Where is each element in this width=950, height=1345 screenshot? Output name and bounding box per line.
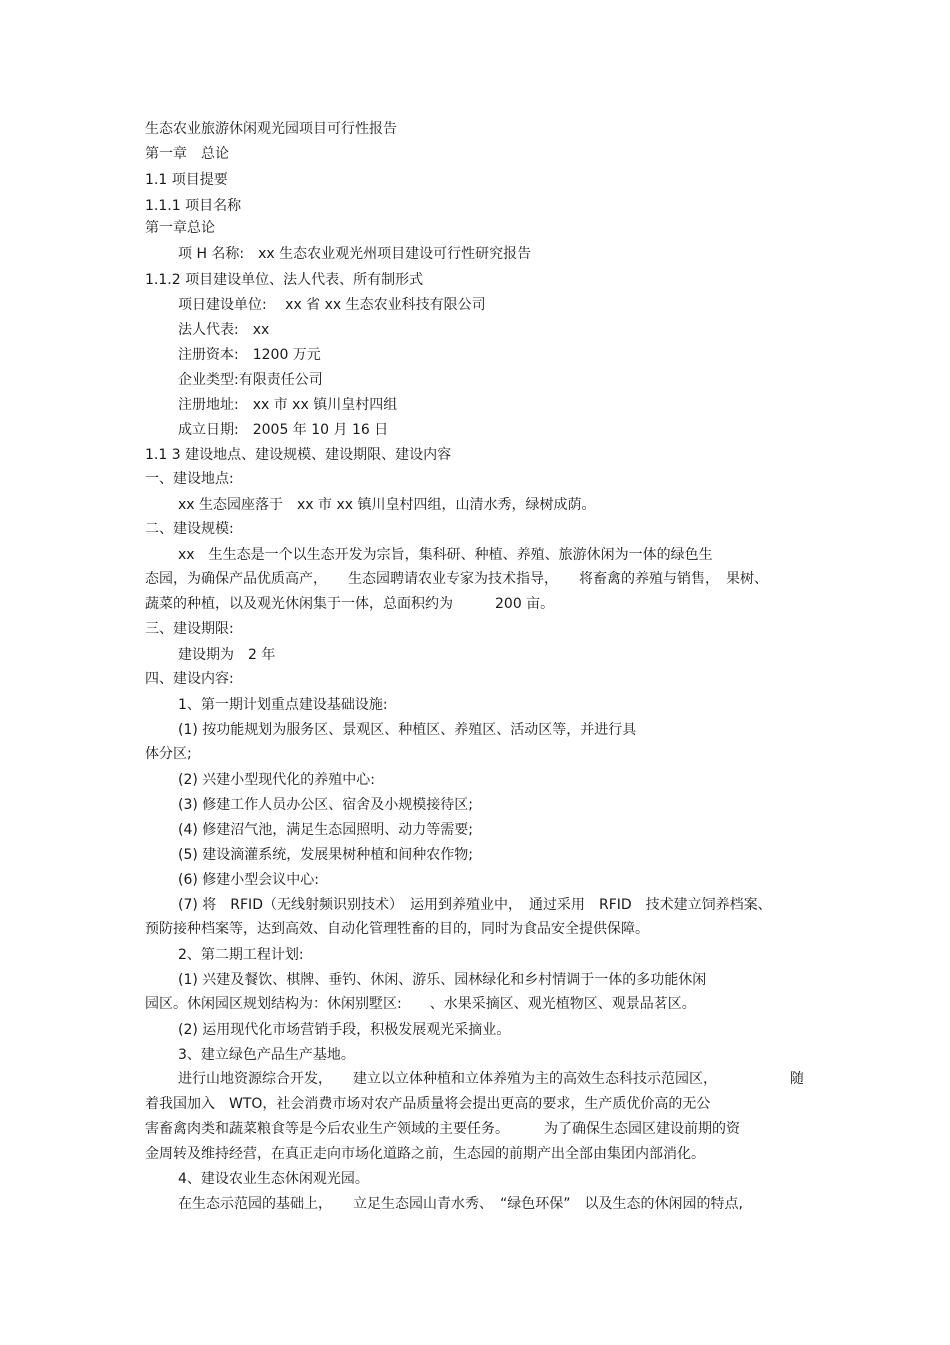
phase-2-item-1: (1) 兴建及餐饮、棋牌、垂钓、休闲、游乐、园林绿化和乡村情调于一体的多功能休闲 <box>178 972 707 988</box>
chapter-heading-repeat: 第一章总论 <box>145 220 215 236</box>
period-text: 建设期为 2 年 <box>178 647 276 663</box>
project-name: 项 H 名称: xx 生态农业观光州项目建设可行性研究报告 <box>178 246 532 262</box>
phase-1-item-1-cont: 体分区; <box>145 746 192 762</box>
established-date: 成立日期: 2005 年 10 月 16 日 <box>178 422 389 438</box>
construction-unit: 项日建设单位: xx 省 xx 生态农业科技有限公司 <box>178 297 486 313</box>
heading-content: 四、建设内容: <box>145 671 234 687</box>
phase-1-heading: 1、第一期计划重点建设基础设施: <box>178 697 388 713</box>
scale-paragraph-line: xx 生生态是一个以生态开发为宗旨，集科研、种植、养殖、旅游休闲为一体的绿色生 <box>178 547 713 563</box>
phase-1-item-4: (4) 修建沼气池，满足生态园照明、动力等需要; <box>178 822 473 838</box>
legal-representative: 法人代表: xx <box>178 322 270 338</box>
location-text: xx 生态园座落于 xx 市 xx 镇川皇村四组，山清水秀，绿树成荫。 <box>178 497 596 513</box>
scale-paragraph-line: 态园，为确保产品优质高产， 生态园聘请农业专家为技术指导， 将畜禽的养殖与销售， 果树、 <box>145 571 768 587</box>
phase-1-item-5: (5) 建设滴灌系统，发展果树种植和间种农作物; <box>178 847 473 863</box>
phase-3-paragraph-line-end: 随 <box>790 1071 804 1087</box>
section-heading-1-1-2: 1.1.2 项目建设单位、法人代表、所有制形式 <box>145 272 424 288</box>
chapter-heading: 第一章 总论 <box>145 146 229 162</box>
phase-1-item-7-cont: 预防接种档案等，达到高效、自动化管理牲畜的目的，同时为食品安全提供保障。 <box>145 921 649 937</box>
phase-1-item-1: (1) 按功能规划为服务区、景观区、种植区、养殖区、活动区等，并进行具 <box>178 722 637 738</box>
phase-3-paragraph-line: 进行山地资源综合开发， 建立以立体种植和立体养殖为主的高效生态科技示范园区， <box>178 1071 717 1087</box>
registered-address: 注册地址: xx 市 xx 镇川皇村四组 <box>178 397 398 413</box>
phase-1-item-7: (7) 将 RFID（无线射频识别技术） 运用到养殖业中， 通过采用 RFID 技术建立饲养档案、 <box>178 897 772 913</box>
phase-3-paragraph-line: 害畜禽肉类和蔬菜粮食等是今后农业生产领域的主要任务。 为了确保生态园区建设前期的资 <box>145 1121 740 1137</box>
section-heading-1-1-3: 1.1 3 建设地点、建设规模、建设期限、建设内容 <box>145 447 452 463</box>
phase-4-heading: 4、建设农业生态休闲观光园。 <box>178 1171 369 1187</box>
phase-2-heading: 2、第二期工程计划: <box>178 947 304 963</box>
section-heading-1-1-1: 1.1.1 项目名称 <box>145 198 242 214</box>
phase-3-heading: 3、建立绿色产品生产基地。 <box>178 1047 355 1063</box>
phase-2-item-2: (2) 运用现代化市场营销手段，积极发展观光采摘业。 <box>178 1022 511 1038</box>
document-title: 生态农业旅游休闲观光园项目可行性报告 <box>145 121 397 137</box>
phase-1-item-3: (3) 修建工作人员办公区、宿舍及小规模接待区; <box>178 797 473 813</box>
heading-scale: 二、建设规模: <box>145 521 234 537</box>
section-heading-1-1: 1.1 项目提要 <box>145 172 228 188</box>
phase-1-item-6: (6) 修建小型会议中心: <box>178 872 319 888</box>
heading-location: 一、建设地点: <box>145 471 234 487</box>
scale-paragraph-line: 蔬菜的种植，以及观光休闲集于一体，总面积约为 200 亩。 <box>145 596 555 612</box>
phase-2-item-1-cont: 园区。休闲园区规划结构为：休闲别墅区: 、水果采摘区、观光植物区、观景品茗区。 <box>145 996 696 1012</box>
phase-4-paragraph-line: 在生态示范园的基础上， 立足生态园山青水秀、 “绿色环保” 以及生态的休闲园的特点, <box>178 1196 743 1212</box>
registered-capital: 注册资本: 1200 万元 <box>178 347 321 363</box>
phase-1-item-2: (2) 兴建小型现代化的养殖中心: <box>178 772 375 788</box>
company-type: 企业类型:有限责任公司 <box>178 372 323 388</box>
phase-3-paragraph-line: 着我国加入 WTO，社会消费市场对农产品质量将会提出更高的要求，生产质优价高的无公 <box>145 1096 711 1112</box>
heading-period: 三、建设期限: <box>145 621 234 637</box>
phase-3-paragraph-line: 金周转及维持经营，在真正走向市场化道路之前，生态园的前期产出全部由集团内部消化。 <box>145 1146 705 1162</box>
